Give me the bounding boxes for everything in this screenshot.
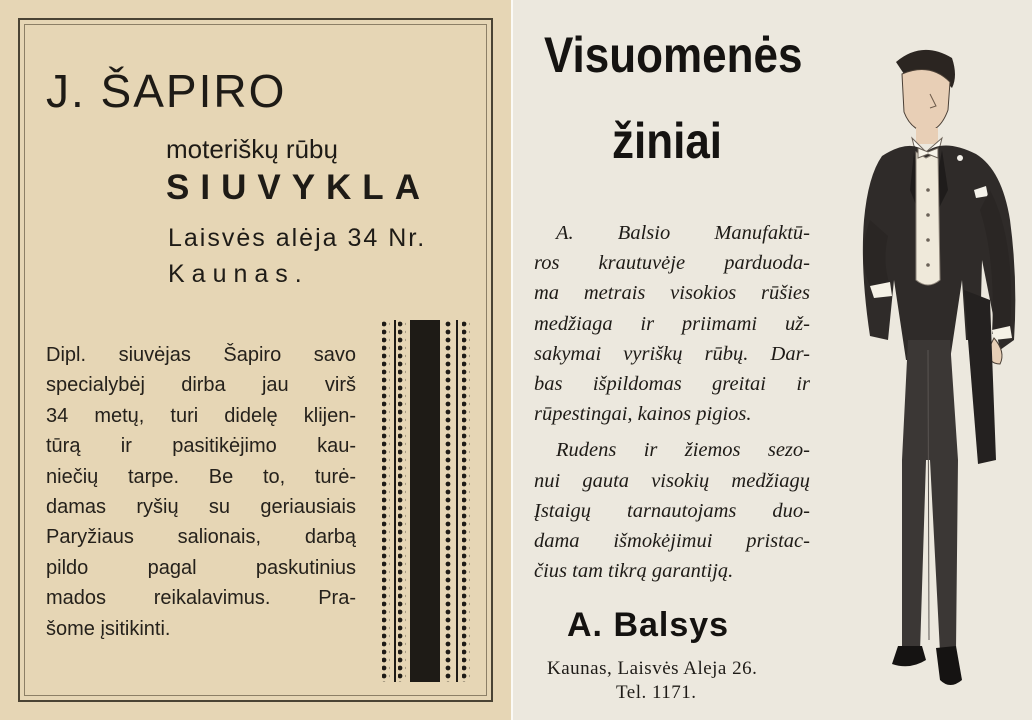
- body-line: Paryžiaus salionais, darbą: [46, 526, 356, 549]
- left-ad-body-text: [46, 340, 356, 644]
- gentleman-illustration: [830, 40, 1030, 712]
- body-line: specialybėj dirba jau virš: [46, 374, 356, 397]
- body-line: 34 metų, turi didelę klijen-: [46, 404, 356, 427]
- body-line: rūpestingai, kainos pigios.: [534, 403, 752, 426]
- body-line: sakymai vyriškų rūbų. Dar-: [534, 342, 810, 365]
- left-ad-title: J. ŠAPIRO: [46, 65, 287, 117]
- body-line: čius tam tikrą garantiją.: [534, 560, 734, 583]
- body-line: dama išmokėjimui pristac-: [534, 530, 810, 553]
- body-line: niečių tarpe. Be to, turė-: [46, 465, 356, 488]
- body-line: Rudens ir žiemos sezo-: [556, 439, 810, 462]
- body-line: Dipl. siuvėjas Šapiro savo: [46, 344, 356, 366]
- body-line: ma metrais visokios rūšies: [534, 282, 810, 305]
- left-ad-city: Kaunas.: [168, 260, 309, 288]
- body-line: damas ryšių su geriausiais: [46, 496, 356, 519]
- right-ad-body-text: [534, 218, 810, 586]
- body-line: medžiaga ir priimami už-: [534, 312, 810, 335]
- left-ad-subtitle: moteriškų rūbų: [166, 134, 338, 164]
- body-line: Įstaigų tarnautojams duo-: [534, 499, 810, 522]
- right-ad-heading-line-2: žiniai: [612, 113, 723, 169]
- right-ad-heading-line-1: Visuomenės: [544, 27, 803, 83]
- body-line: ros krautuvėje parduoda-: [534, 252, 810, 275]
- right-ad-address: Kaunas, Laisvės Aleja 26.: [547, 658, 758, 679]
- body-line: mados reikalavimus. Pra-: [46, 587, 356, 610]
- left-ad-shop-name: SIUVYKLA: [166, 168, 431, 207]
- body-line: šome įsitikinti.: [46, 617, 171, 640]
- body-line: bas išpildomas greitai ir: [534, 373, 810, 396]
- left-ad-address: Laisvės alėja 34 Nr.: [168, 224, 427, 252]
- body-line: pildo pagal paskutinius: [46, 556, 356, 579]
- body-line: tūrą ir pasitikėjimo kau-: [46, 435, 356, 458]
- body-line: A. Balsio Manufaktū-: [556, 222, 810, 244]
- right-ad-phone: Tel. 1171.: [616, 682, 697, 703]
- decorative-border-ornament: [380, 320, 472, 682]
- body-line: nui gauta visokių medžiagų: [534, 469, 810, 492]
- right-ad-signature: A. Balsys: [567, 606, 730, 644]
